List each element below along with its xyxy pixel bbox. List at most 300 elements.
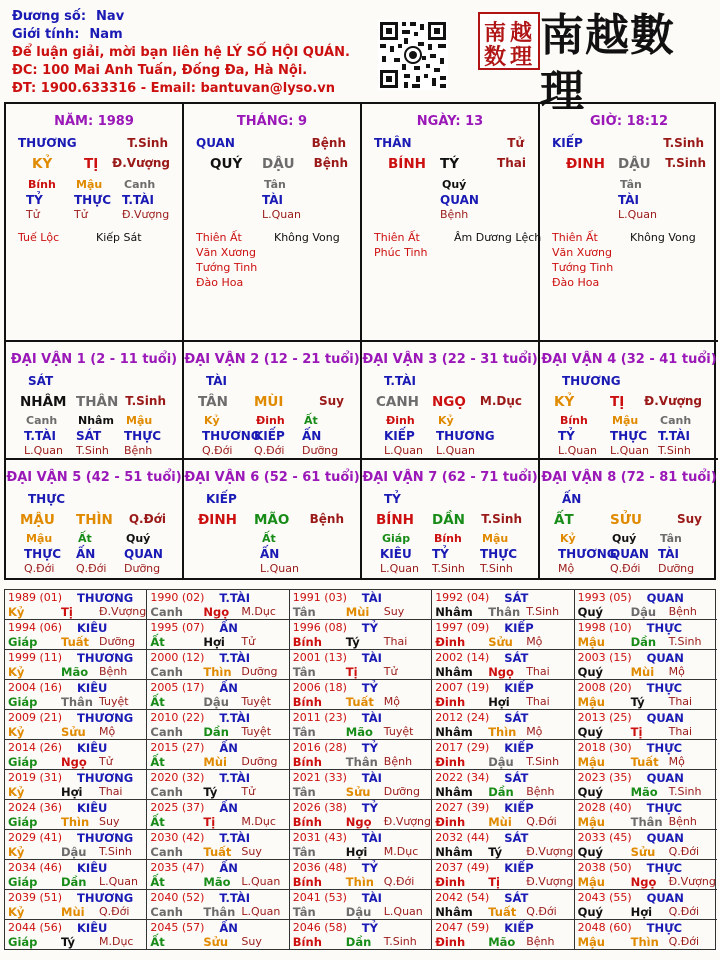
year-ten-god: THỰC <box>646 681 683 695</box>
year-cell <box>5 740 147 770</box>
year-can: Mậu <box>577 935 605 949</box>
dai-van-hidden-stage: T.Sinh <box>658 444 691 457</box>
year-ten-god: THỰC <box>646 921 683 935</box>
year-cell <box>147 830 289 860</box>
year-ten-god: KIÊU <box>77 621 108 635</box>
year-can: Đinh <box>435 815 466 829</box>
year-stage: Bệnh <box>99 665 128 678</box>
year-label: 1996 (08) <box>292 621 347 634</box>
pillar-hidden-can: Quý <box>442 178 467 191</box>
year-chi: Hợi <box>345 845 368 859</box>
year-ten-god: KIÊU <box>77 741 108 755</box>
year-label: 2041 (53) <box>292 891 347 904</box>
year-stage: Tuyệt <box>241 725 272 738</box>
pillar-ten-god: KIẾP <box>552 136 583 150</box>
year-cell <box>147 890 289 920</box>
year-label: 2042 (54) <box>435 891 490 904</box>
year-chi: Ngọ <box>630 875 657 889</box>
pillar-cell-1 <box>6 104 184 342</box>
dai-van-hidden-can: Ất <box>262 532 276 545</box>
year-label: 2033 (45) <box>577 831 632 844</box>
year-can: Quý <box>577 605 604 619</box>
pillar-hidden-stage: L.Quan <box>262 208 301 221</box>
year-ten-god: T.TÀI <box>219 711 250 725</box>
year-stage: Đ.Vượng <box>526 845 574 858</box>
pillar-hidden-god: TÀI <box>262 193 284 207</box>
year-label: 2021 (33) <box>292 771 347 784</box>
pillar-cell-4 <box>540 104 718 342</box>
year-can: Canh <box>150 605 183 619</box>
year-can: Quý <box>577 905 604 919</box>
year-chi: Thìn <box>488 725 517 739</box>
year-can: Kỷ <box>8 605 25 619</box>
year-label: 2044 (56) <box>8 921 63 934</box>
year-cell <box>290 830 432 860</box>
year-label: 2018 (30) <box>577 741 632 754</box>
dai-van-hidden-stage: Q.Đới <box>202 444 233 457</box>
year-can: Bính <box>292 875 322 889</box>
year-label: 2008 (20) <box>577 681 632 694</box>
year-can: Bính <box>292 695 322 709</box>
dai-van-hidden-stage: T.Sinh <box>480 562 513 575</box>
year-stage: Q.Đới <box>526 815 557 828</box>
year-chi: Ngọ <box>203 605 230 619</box>
dai-van-hidden-god: ẤN <box>302 429 322 443</box>
pillar-hidden-stage: Tử <box>74 208 88 221</box>
year-chi: Thân <box>630 815 663 829</box>
pillar-star: Đào Hoa <box>552 276 600 289</box>
year-stage: Q.Đới <box>668 935 700 948</box>
year-stage: L.Quan <box>99 875 138 888</box>
year-ten-god: TỶ <box>361 921 378 935</box>
year-cell <box>5 890 147 920</box>
seal-stamp: 南 越 数 理 <box>478 12 540 70</box>
dai-van-hidden-stage: Q.Đới <box>24 562 55 575</box>
dai-van-can: NHÂM <box>20 394 67 410</box>
year-stage: T.Sinh <box>99 845 132 858</box>
pillar-star: Tướng Tinh <box>196 261 258 274</box>
year-cell <box>432 650 574 680</box>
year-label: 2022 (34) <box>435 771 490 784</box>
pillar-star: Thiên Ất <box>196 231 242 244</box>
year-stage: T.Sinh <box>526 755 560 768</box>
year-chi: Mùi <box>61 905 85 919</box>
year-stage: Mộ <box>99 725 116 738</box>
year-chi: Mão <box>488 935 516 949</box>
year-stage: Thai <box>99 785 123 798</box>
year-label: 2016 (28) <box>292 741 347 754</box>
year-can: Bính <box>292 815 322 829</box>
dai-van-ten-god: ẤN <box>562 492 582 506</box>
year-can: Kỷ <box>8 725 25 739</box>
year-chi: Dậu <box>203 695 229 709</box>
pillar-star: Tướng Tinh <box>552 261 614 274</box>
year-can: Tân <box>292 725 316 739</box>
dai-van-hidden-god: QUAN <box>610 547 649 561</box>
year-chi: Ngọ <box>488 665 514 679</box>
year-stage: Dưỡng <box>241 665 278 678</box>
year-chi: Sửu <box>61 725 86 739</box>
year-chi: Mão <box>203 875 231 889</box>
year-stage: Thai <box>668 725 693 738</box>
year-cell <box>147 620 289 650</box>
dai-van-cell-5 <box>6 460 184 580</box>
year-cell <box>290 710 432 740</box>
year-can: Mậu <box>577 695 605 709</box>
pillar-star: Thiên Ất <box>374 231 420 244</box>
brand-title: 南越數理 <box>540 10 675 117</box>
year-stage: Q.Đới <box>526 905 557 918</box>
year-stage: Dưỡng <box>99 635 136 648</box>
year-ten-god: T.TÀI <box>219 891 250 905</box>
year-can: Nhâm <box>435 665 473 679</box>
year-cell <box>575 740 717 770</box>
dai-van-can: KỶ <box>554 394 575 410</box>
dai-van-hidden-stage: Q.Đới <box>610 562 641 575</box>
dai-van-hidden-god: THỰC <box>124 429 162 443</box>
year-chi: Dần <box>630 635 657 649</box>
year-ten-god: KIÊU <box>77 861 108 875</box>
year-chi: Tị <box>630 725 643 739</box>
year-ten-god: KIÊU <box>77 681 108 695</box>
year-cell <box>575 830 717 860</box>
qr-code-icon <box>378 20 448 90</box>
dai-van-hidden-can: Ất <box>304 414 318 427</box>
year-stage: M.Dục <box>241 815 276 828</box>
dai-van-hidden-can: Bính <box>560 414 588 427</box>
pillar-hidden-stage: Tử <box>26 208 40 221</box>
year-ten-god: T.TÀI <box>219 831 250 845</box>
dai-van-can: BÍNH <box>376 512 414 528</box>
dai-van-hidden-god: ẤN <box>76 547 96 561</box>
pillar-hidden-stage: Đ.Vượng <box>122 208 170 221</box>
year-can: Giáp <box>8 755 38 769</box>
dai-van-stage: M.Dục <box>479 394 522 408</box>
year-can: Nhâm <box>435 725 473 739</box>
dai-van-can: CANH <box>376 394 419 410</box>
year-cell <box>432 920 574 950</box>
year-stage: Tuyệt <box>241 695 272 708</box>
year-cell <box>147 650 289 680</box>
dai-van-hidden-stage: T.Sinh <box>76 444 109 457</box>
dai-van-hidden-can: Ất <box>78 532 92 545</box>
pillar-ten-god: THÂN <box>374 136 412 150</box>
year-label: 2039 (51) <box>8 891 63 904</box>
dai-van-ten-god: THỰC <box>28 492 66 506</box>
dai-van-hidden-stage: L.Quan <box>24 444 63 457</box>
year-ten-god: T.TÀI <box>219 651 250 665</box>
pillar-star: Không Vong <box>274 231 340 244</box>
dai-van-hidden-stage: L.Quan <box>558 444 597 457</box>
dai-van-title: ĐẠI VẬN 2 (12 - 21 tuổi) <box>184 352 360 367</box>
pillar-hidden-god: QUAN <box>440 193 479 207</box>
year-cell <box>432 590 574 620</box>
dai-van-hidden-god: T.TÀI <box>24 429 56 443</box>
year-cell <box>290 800 432 830</box>
pillar-title: NGÀY: 13 <box>416 114 484 129</box>
year-can: Ất <box>150 935 165 949</box>
year-stage: Đ.Vượng <box>383 815 431 828</box>
year-can: Đinh <box>435 635 466 649</box>
pillar-cell-2 <box>184 104 362 342</box>
year-stage: Bệnh <box>668 605 697 618</box>
year-label: 2009 (21) <box>8 711 63 724</box>
dai-van-hidden-stage: L.Quan <box>380 562 419 575</box>
dai-van-hidden-can: Mậu <box>26 532 53 545</box>
year-stage: Mộ <box>526 725 543 738</box>
pillar-ten-god: THƯƠNG <box>18 136 77 150</box>
year-stage: Q.Đới <box>383 875 415 888</box>
year-stage: Dưỡng <box>383 785 420 798</box>
year-chi: Sửu <box>203 935 229 949</box>
year-chi: Tị <box>488 875 500 889</box>
dai-van-title: ĐẠI VẬN 6 (52 - 61 tuổi) <box>184 470 360 485</box>
year-cell <box>290 590 432 620</box>
year-ten-god: ẤN <box>219 681 238 695</box>
year-cell <box>290 860 432 890</box>
year-label: 2019 (31) <box>8 771 63 784</box>
year-label: 2024 (36) <box>8 801 63 814</box>
pillar-hidden-can: Canh <box>124 178 156 191</box>
year-ten-god: TÀI <box>361 651 382 665</box>
year-chi: Mùi <box>630 665 655 679</box>
dai-van-hidden-god: ẤN <box>260 547 280 561</box>
dai-van-hidden-stage: T.Sinh <box>432 562 465 575</box>
pillar-star: Văn Xương <box>552 246 612 259</box>
year-chi: Tý <box>203 785 218 799</box>
year-cell <box>432 710 574 740</box>
year-stage: L.Quan <box>241 905 281 918</box>
year-label: 1995 (07) <box>150 621 205 634</box>
year-can: Canh <box>150 665 183 679</box>
year-ten-god: KIẾP <box>504 861 534 875</box>
year-chi: Sửu <box>488 635 513 649</box>
year-label: 2017 (29) <box>435 741 490 754</box>
year-label: 2046 (58) <box>292 921 347 934</box>
dai-van-hidden-god: KIẾP <box>254 429 285 443</box>
pillar-hidden-stage: L.Quan <box>618 208 657 221</box>
pillar-hidden-can: Mậu <box>76 178 103 191</box>
year-ten-god: ẤN <box>219 621 238 635</box>
year-stage: Bệnh <box>526 935 555 948</box>
year-can: Đinh <box>435 935 466 949</box>
year-can: Tân <box>292 605 316 619</box>
year-ten-god: KIẾP <box>504 681 534 695</box>
pillar-star: Đào Hoa <box>196 276 244 289</box>
year-chi: Thân <box>203 905 236 919</box>
year-stage: Mộ <box>668 755 685 768</box>
year-label: 2031 (43) <box>292 831 347 844</box>
year-cell <box>147 770 289 800</box>
year-stage: Tử <box>241 785 256 798</box>
year-chi: Thìn <box>630 935 659 949</box>
dai-van-ten-god: TỶ <box>384 492 401 506</box>
year-cell <box>5 800 147 830</box>
year-chi: Hợi <box>61 785 83 799</box>
year-ten-god: THƯƠNG <box>77 651 134 665</box>
dai-van-hidden-stage: L.Quan <box>384 444 423 457</box>
dai-van-hidden-can: Quý <box>612 532 637 545</box>
year-cell <box>5 770 147 800</box>
dai-van-hidden-can: Đinh <box>256 414 285 427</box>
pillar-hidden-god: TÀI <box>618 193 640 207</box>
year-chi: Thìn <box>345 875 374 889</box>
year-stage: L.Quan <box>383 905 423 918</box>
pillar-chi-stage: T.Sinh <box>665 156 706 170</box>
year-chi: Dần <box>345 935 372 949</box>
dai-van-cell-4 <box>540 342 718 460</box>
year-stage: M.Dục <box>99 935 134 948</box>
year-ten-god: QUAN <box>646 771 684 785</box>
year-label: 1999 (11) <box>8 651 63 664</box>
year-chi: Tị <box>345 665 358 679</box>
dai-van-hidden-god: T.TÀI <box>658 429 690 443</box>
pillar-hidden-god: T.TÀI <box>122 193 154 207</box>
dai-van-hidden-can: Quý <box>126 532 151 545</box>
year-stage: Thai <box>526 695 550 708</box>
year-cell <box>147 860 289 890</box>
year-label: 2014 (26) <box>8 741 63 754</box>
year-stage: L.Quan <box>241 875 281 888</box>
year-cell <box>575 890 717 920</box>
year-chi: Hợi <box>488 695 510 709</box>
year-ten-god: THỰC <box>646 801 683 815</box>
dai-van-hidden-stage: Dưỡng <box>124 562 161 575</box>
year-chi: Tuất <box>488 905 517 919</box>
year-cell <box>432 860 574 890</box>
year-cell <box>432 680 574 710</box>
pillar-hidden-god: TỶ <box>26 193 43 207</box>
dai-van-stage: Suy <box>676 512 702 526</box>
year-cell <box>5 680 147 710</box>
dai-van-cell-3 <box>362 342 540 460</box>
pillar-chi: TỊ <box>84 156 99 172</box>
header-line-3: Để luận giải, mời bạn liên hệ LÝ SỐ HỘI QUÁN. <box>12 45 350 60</box>
year-label: 2030 (42) <box>150 831 205 844</box>
year-label: 2002 (14) <box>435 651 490 664</box>
dai-van-hidden-god: THƯƠNG <box>202 429 261 443</box>
year-cell <box>432 890 574 920</box>
year-label: 2026 (38) <box>292 801 347 814</box>
year-stage: Suy <box>99 815 120 828</box>
year-can: Nhâm <box>435 845 473 859</box>
year-stage: Q.Đới <box>99 905 130 918</box>
pillar-stage: T.Sinh <box>127 136 168 150</box>
dai-van-hidden-can: Bính <box>434 532 462 545</box>
dai-van-chi: MÃO <box>254 512 290 528</box>
year-ten-god: QUAN <box>646 711 684 725</box>
dai-van-hidden-stage: Q.Đới <box>254 444 285 457</box>
dai-van-chi: THÂN <box>76 394 119 410</box>
dai-van-hidden-god: QUAN <box>124 547 163 561</box>
year-stage: T.Sinh <box>526 605 560 618</box>
year-chi: Dần <box>488 785 514 799</box>
year-cell <box>290 680 432 710</box>
year-stage: T.Sinh <box>383 935 417 948</box>
year-stage: Tử <box>383 665 398 678</box>
pillar-can: BÍNH <box>388 156 426 172</box>
dai-van-title: ĐẠI VẬN 1 (2 - 11 tuổi) <box>10 352 178 367</box>
year-cell <box>147 590 289 620</box>
year-stage: Suy <box>241 845 262 858</box>
year-stage: Q.Đới <box>668 845 700 858</box>
year-cell <box>5 620 147 650</box>
year-cell <box>575 860 717 890</box>
year-can: Canh <box>150 845 183 859</box>
year-chi: Mùi <box>345 605 370 619</box>
pillar-stage: T.Sinh <box>663 136 704 150</box>
year-ten-god: T.TÀI <box>219 771 250 785</box>
header-line-4: ĐC: 100 Mai Anh Tuấn, Đống Đa, Hà Nội. <box>12 63 308 78</box>
year-chi: Mùi <box>488 815 512 829</box>
year-can: Quý <box>577 845 604 859</box>
year-stage: Tử <box>241 635 256 648</box>
pillar-chi-stage: Bệnh <box>313 156 348 170</box>
year-ten-god: KIẾP <box>504 741 534 755</box>
year-ten-god: SÁT <box>504 891 529 905</box>
year-chi: Dậu <box>488 755 514 769</box>
year-label: 2015 (27) <box>150 741 205 754</box>
pillar-stage: Bệnh <box>311 136 346 150</box>
year-cell <box>432 800 574 830</box>
year-ten-god: SÁT <box>504 771 529 785</box>
year-stage: Mộ <box>668 665 685 678</box>
year-can: Canh <box>150 725 183 739</box>
year-can: Tân <box>292 785 316 799</box>
pillar-star: Kiếp Sát <box>96 231 142 244</box>
year-chi: Sửu <box>630 845 656 859</box>
year-cell <box>147 920 289 950</box>
year-ten-god: ẤN <box>219 921 238 935</box>
dai-van-hidden-stage: Bệnh <box>124 444 153 457</box>
year-can: Ất <box>150 755 165 769</box>
year-label: 1989 (01) <box>8 591 63 604</box>
dai-van-cell-6 <box>184 460 362 580</box>
year-stage: Bệnh <box>526 785 555 798</box>
year-can: Nhâm <box>435 605 473 619</box>
year-can: Giáp <box>8 815 38 829</box>
annual-table <box>4 589 716 950</box>
year-label: 2048 (60) <box>577 921 632 934</box>
year-label: 2004 (16) <box>8 681 63 694</box>
year-stage: Mộ <box>526 635 543 648</box>
dai-van-cell-7 <box>362 460 540 580</box>
year-stage: T.Sinh <box>668 785 702 798</box>
year-chi: Tý <box>345 635 360 649</box>
year-stage: M.Dục <box>241 605 276 618</box>
year-ten-god: SÁT <box>504 831 529 845</box>
year-ten-god: KIẾP <box>504 621 534 635</box>
year-chi: Thìn <box>61 815 90 829</box>
year-label: 2032 (44) <box>435 831 490 844</box>
year-ten-god: TỶ <box>361 801 378 815</box>
year-ten-god: KIÊU <box>77 921 108 935</box>
year-cell <box>147 740 289 770</box>
year-cell <box>290 890 432 920</box>
dai-van-stage: T.Sinh <box>481 512 522 526</box>
pillar-chi-stage: Thai <box>497 156 526 170</box>
dai-van-hidden-god: TÀI <box>658 547 680 561</box>
year-chi: Tuất <box>345 695 374 709</box>
year-ten-god: SÁT <box>504 591 529 605</box>
year-can: Mậu <box>577 875 605 889</box>
dai-van-chi: THÌN <box>76 512 113 528</box>
year-ten-god: THỰC <box>646 861 683 875</box>
year-chi: Tý <box>630 695 645 709</box>
year-cell <box>5 920 147 950</box>
dai-van-hidden-can: Giáp <box>382 532 411 545</box>
year-ten-god: THƯƠNG <box>77 711 134 725</box>
